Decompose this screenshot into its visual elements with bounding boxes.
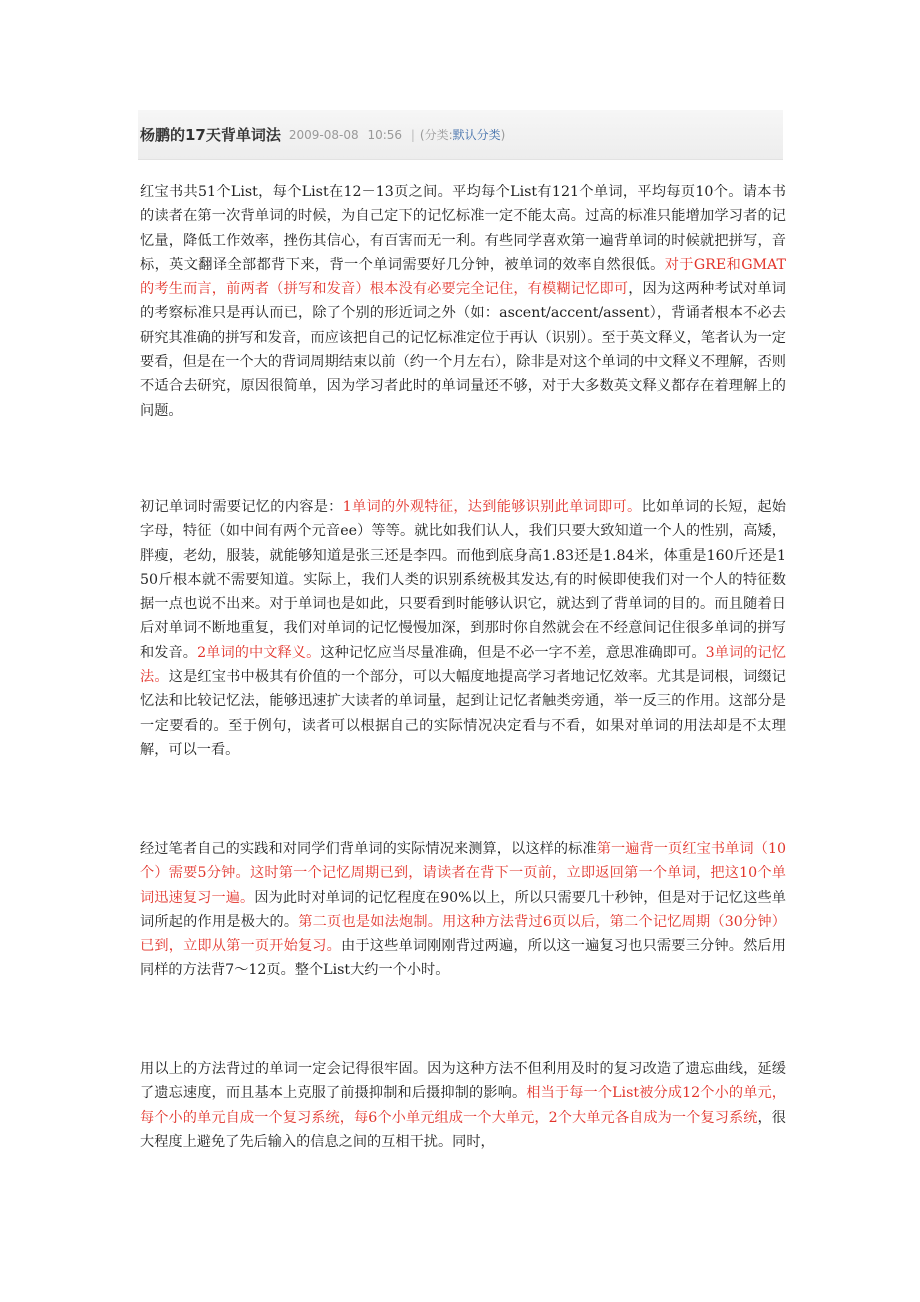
paragraph-2-run-2: 1单词的外观特征，达到能够识别此单词即可。 [342, 499, 642, 515]
paragraph-2-run-1: 初记单词时需要记忆的内容是： [140, 499, 343, 515]
paragraph-3-run-4: 第二页也是如法炮制。用这种方法背过6页以后，第二个记忆周期（30分钟）已到，立即从第一页开始复习。 [140, 913, 786, 955]
category-link[interactable]: 默认分类 [452, 128, 501, 142]
paragraph-3-run-2: 第一遍背一页红宝书单词（10个）需要5分钟。这时第一个记忆周期已到，请读者在背下一页前，立即返回第一个单词，把这10个单词迅速复习一遍。 [140, 841, 786, 906]
paragraph-4-run-1: 用以上的方法背过的单词一定会记得很牢固。因为这种方法不但利用及时的复习改造了遗忘曲线，延缓了遗忘速度，而且基本上克服了前摄抑制和后摄抑制的影响。 [140, 1061, 786, 1102]
paragraph-4 [140, 1057, 786, 1154]
post-time: 10:56 [367, 128, 403, 142]
paragraph-2-run-3: 比如单词的长短，起始字母，特征（如中间有两个元音ee）等等。就比如我们认人，我们只要大致知道一个人的性别，高矮，胖瘦，老幼，服装，就能够知道是张三还是李四。而他到底身高1.83还是1.84米，体重是160斤还是150斤根本就不需要知道。实际上，我们人类的识别系统极其发达,有的时候即使我们对一个人的特征数据一点也说不出来。对于单词也是如此，只要看到时能够认识它，就达到了背单词的目的。而且随着日后对单词不断地重复，我们对单词的记忆慢慢加深，到那时你自然就会在不经意间记住很多单词的拼写和发音。 [140, 499, 786, 661]
paragraph-3-run-1: 经过笔者自己的实践和对同学们背单词的实际情况来测算，以这样的标准 [140, 841, 597, 857]
paragraph-3-run-5: 由于这些单词刚刚背过两遍，所以这一遍复习也只需要三分钟。然后用同样的方法背7～12页。整个List大约一个小时。 [140, 938, 786, 979]
post-title[interactable]: 杨鹏的17天背单词法 [140, 126, 281, 144]
paragraph-2 [140, 495, 786, 762]
paragraph-4-run-2: 相当于每一个List被分成12个小的单元，每个小的单元自成一个复习系统，每6个小单元组成一个大单元，2个大单元各自成为一个复习系统 [140, 1085, 786, 1126]
post-header [138, 110, 783, 160]
paragraph-3 [140, 837, 786, 983]
category-close: ) [500, 128, 506, 142]
paragraph-2-run-5: 这种记忆应当尽量准确，但是不必一字不差，意思准确即可。 [320, 644, 706, 661]
post-date: 2009-08-08 [288, 128, 359, 142]
paragraph-1-run-3: ，因为这两种考试对单词的考察标准只是再认而已，除了个别的形近词之外（如：ascent/accent/assent），背诵者根本不必去研究其准确的拼写和发音，而应该把自己的记忆标准定位于再认（识别）。至于英文释义，笔者认为一定要看，但是在一个大的背词周期结束以前（约一个月左右），除非是对这个单词的中文释义不理解，否则不适合去研究，原因很简单，因为学习者此时的单词量还不够，对于大多数英文释义都存在着理解上的问题。 [140, 281, 786, 419]
paragraph-4-run-3: ，很大程度上避免了先后输入的信息之间的互相干扰。同时， [140, 1109, 786, 1150]
paragraph-2-run-7: 这是红宝书中极其有价值的一个部分，可以大幅度地提高学习者地记忆效率。尤其是词根，词缀记忆法和比较记忆法，能够迅速扩大读者的单词量，起到让记忆者触类旁通，举一反三的作用。这部分是一定要看的。至于例句，读者可以根据自己的实际情况决定看与不看，如果对单词的用法却是不太理解，可以一看。 [140, 669, 786, 758]
paragraph-3-run-3: 因为此时对单词的记忆程度在90%以上，所以只需要几十秒钟，但是对于记忆这些单词所起的作用是极大的。 [140, 889, 786, 930]
paragraph-2-run-4: 2单词的中文释义。 [197, 644, 321, 661]
category-open: (分类: [419, 128, 453, 142]
paragraph-1-run-1: 红宝书共51个List，每个List在12－13页之间。平均每个List有121个单词，平均每页10个。请本书的读者在第一次背单词的时候，为自己定下的记忆标准一定不能太高。过高的标准只能增加学习者的记忆量，降低工作效率，挫伤其信心，有百害而无一利。有些同学喜欢第一遍背单词的时候就把拼写，音标，英文翻译全部都背下来，背一个单词需要好几分钟，被单词的效率自然很低。 [140, 184, 786, 273]
post-meta [289, 126, 505, 143]
paragraph-2-run-6: 3单词的记忆法。 [140, 644, 786, 686]
paragraph-1-run-2: 对于GRE和GMAT 的考生而言，前两者（拼写和发音）根本没有必要完全记住，有模糊记忆即可 [140, 256, 801, 298]
meta-separator: | [410, 128, 415, 142]
paragraph-1 [140, 180, 801, 423]
